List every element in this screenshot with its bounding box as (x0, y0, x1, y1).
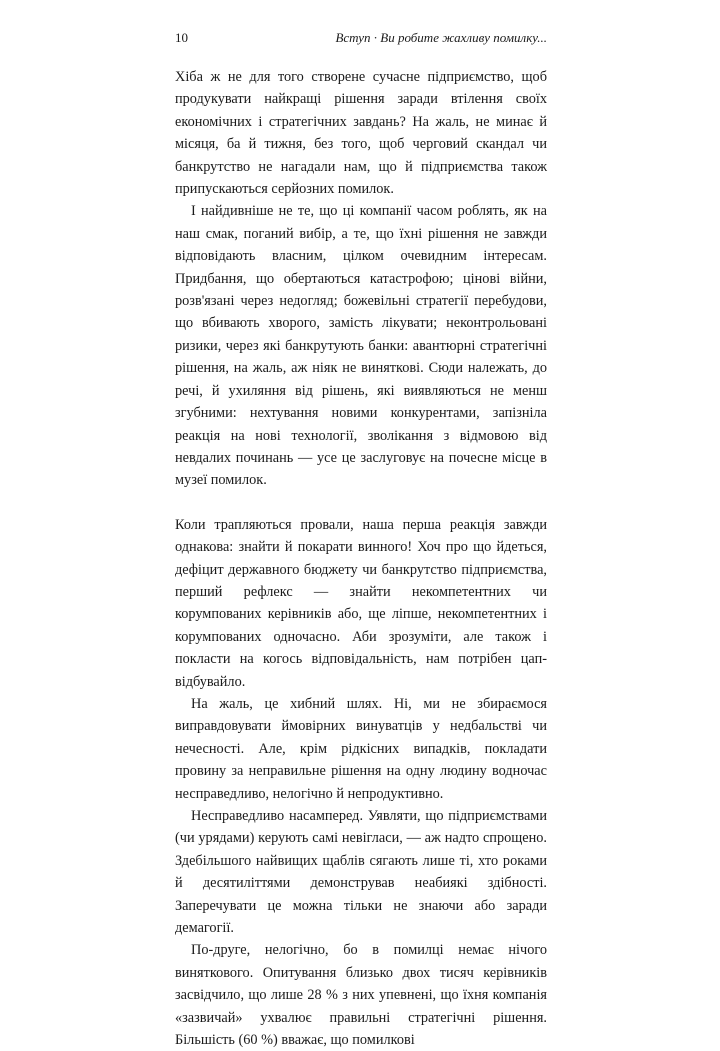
paragraph: Коли трапляються провали, наша перша реакція завжди однакова: знайти й покарати винного! Хоч про що йдеться, дефіцит державного бюджету чи банкрутство підприємства, перший рефлекс — знайти некомпетентних чи корумпованих керівників або, ще ліпше, некомпетентних і корумпованих одночасно. Аби зрозуміти, але також і покласти на когось відповідальність, нам потрібен цап-відбувайло. (175, 516, 547, 690)
paragraph: По-друге, нелогічно, бо в помилці немає нічого виняткового. Опитування близько двох тисяч керівників засвідчило, що лише 28 % з них упевнені, що їхня компанія «зазвичай» ухвалює правильні стратегічні рішення. Більшість (60 %) вважає, що помилкові (175, 942, 547, 1049)
paragraph: І найдивніше не те, що ці компанії часом роблять, як на наш смак, поганий вибір, а те, що їхні рішення не завжди відповідають власним, цілком очевидним інтересам. Придбання, що обертаються катастрофою; цінові війни, розв'язані через недогляд; божевільні стратегії перебудови, що вбивають хворого, замість лікувати; неконтрольовані ризики, через які банкрутують банки: авантюрні стратегічні рішення, на жаль, аж ніяк не винятковi. Сюди належать, до речі, й ухиляння від рішень, які виявляються не менш згубними: нехтування новими конкурентами, запізніла реакція на нові технології, зволікання з відмовою від невдалих починань — усе це заслуговує на почесне місце в музеї помилок. (175, 203, 547, 489)
paragraph: Несправедливо насамперед. Уявляти, що підприємствами (чи урядами) керують самі невігласи, — аж надто спрощено. Здебільшого найвищих щаблів сягають лише ті, хто роками й десятиліттями демонстрував неабиякі здібності. Заперечувати це можна тільки не знаючи або заради демагогії. (175, 808, 547, 937)
paragraph: Хіба ж не для того створене сучасне підприємство, щоб продукувати найкращі рішення заради втілення своїх економічних і стратегічних завдань? На жаль, не минає й місяця, ба й тижня, без того, щоб черговий скандал чи банкрутство не нагадали нам, що й підприємства також припускаються серйозних помилок. (175, 69, 547, 198)
body-text (175, 66, 547, 1051)
page-number: 10 (175, 30, 188, 45)
paragraph: На жаль, це хибний шлях. Ні, ми не збираємося виправдовувати ймовірних винуватців у недбальстві чи нечесності. Але, крім рідкісних випадків, покладати провину за неправильне рішення на одну людину водночас несправедливо, нелогічно й непродуктивно. (175, 695, 547, 802)
page-header (175, 30, 547, 52)
running-head: Вступ · Ви робите жахливу помилку... (335, 30, 547, 45)
book-page (175, 30, 547, 1051)
